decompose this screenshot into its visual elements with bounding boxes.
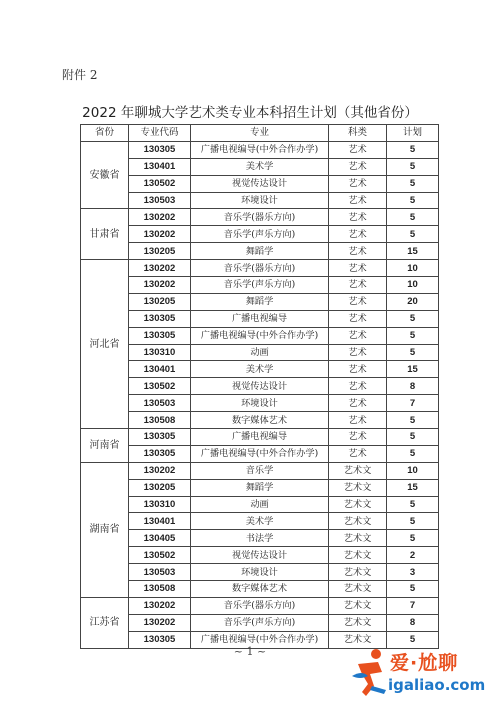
category-cell: 艺术文	[329, 581, 387, 598]
major-code-cell: 130508	[129, 412, 191, 429]
plan-count-cell: 7	[387, 395, 439, 412]
major-name-cell: 舞蹈学	[191, 293, 329, 310]
table-header-row	[81, 125, 439, 142]
category-cell: 艺术	[329, 277, 387, 294]
table-row	[81, 226, 439, 243]
major-code-cell: 130310	[129, 496, 191, 513]
plan-count-cell: 5	[387, 429, 439, 446]
major-code-cell: 130202	[129, 209, 191, 226]
major-code-cell: 130405	[129, 530, 191, 547]
province-cell: 甘肃省	[81, 209, 129, 260]
major-name-cell: 舞蹈学	[191, 479, 329, 496]
plan-count-cell: 5	[387, 209, 439, 226]
plan-count-cell: 5	[387, 344, 439, 361]
major-name-cell: 环境设计	[191, 564, 329, 581]
category-cell: 艺术	[329, 310, 387, 327]
category-cell: 艺术	[329, 429, 387, 446]
plan-count-cell: 7	[387, 597, 439, 614]
plan-count-cell: 8	[387, 614, 439, 631]
table-row	[81, 293, 439, 310]
major-name-cell: 音乐学(声乐方向)	[191, 226, 329, 243]
major-code-cell: 130305	[129, 310, 191, 327]
category-cell: 艺术	[329, 175, 387, 192]
category-cell: 艺术文	[329, 462, 387, 479]
table-row	[81, 158, 439, 175]
table-row	[81, 412, 439, 429]
major-code-cell: 130503	[129, 395, 191, 412]
major-code-cell: 130202	[129, 226, 191, 243]
table-row	[81, 513, 439, 530]
province-cell: 河南省	[81, 429, 129, 463]
major-name-cell: 视觉传达设计	[191, 547, 329, 564]
plan-count-cell: 15	[387, 361, 439, 378]
major-name-cell: 视觉传达设计	[191, 378, 329, 395]
major-name-cell: 广播电视编导(中外合作办学)	[191, 327, 329, 344]
plan-count-cell: 2	[387, 547, 439, 564]
major-name-cell: 美术学	[191, 158, 329, 175]
major-code-cell: 130202	[129, 614, 191, 631]
category-cell: 艺术文	[329, 631, 387, 648]
major-name-cell: 美术学	[191, 513, 329, 530]
category-cell: 艺术	[329, 209, 387, 226]
category-cell: 艺术	[329, 445, 387, 462]
header-province: 省份	[81, 125, 129, 142]
table-row	[81, 175, 439, 192]
site-watermark	[348, 646, 498, 702]
major-code-cell: 130205	[129, 293, 191, 310]
table-row	[81, 597, 439, 614]
province-cell: 江苏省	[81, 597, 129, 648]
plan-count-cell: 5	[387, 226, 439, 243]
watermark-main-text: 爱·尬聊	[390, 652, 459, 674]
major-code-cell: 130305	[129, 631, 191, 648]
plan-count-cell: 15	[387, 479, 439, 496]
province-cell: 河北省	[81, 260, 129, 429]
table-row	[81, 564, 439, 581]
table-row	[81, 260, 439, 277]
category-cell: 艺术	[329, 293, 387, 310]
category-cell: 艺术	[329, 395, 387, 412]
header-major-code: 专业代码	[129, 125, 191, 142]
major-code-cell: 130305	[129, 445, 191, 462]
major-code-cell: 130508	[129, 581, 191, 598]
major-code-cell: 130202	[129, 462, 191, 479]
table-row	[81, 547, 439, 564]
category-cell: 艺术	[329, 243, 387, 260]
major-code-cell: 130202	[129, 260, 191, 277]
major-code-cell: 130205	[129, 479, 191, 496]
major-name-cell: 广播电视编导(中外合作办学)	[191, 141, 329, 158]
annex-label: 附件 2	[62, 68, 98, 82]
document-title: 2022 年聊城大学艺术类专业本科招生计划（其他省份）	[82, 105, 418, 121]
province-cell: 湖南省	[81, 462, 129, 597]
plan-count-cell: 3	[387, 564, 439, 581]
category-cell: 艺术	[329, 378, 387, 395]
major-name-cell: 音乐学(声乐方向)	[191, 614, 329, 631]
header-major: 专业	[191, 125, 329, 142]
plan-count-cell: 5	[387, 192, 439, 209]
major-name-cell: 数字媒体艺术	[191, 581, 329, 598]
category-cell: 艺术	[329, 141, 387, 158]
major-name-cell: 动画	[191, 496, 329, 513]
table-row	[81, 479, 439, 496]
table-row	[81, 243, 439, 260]
plan-count-cell: 20	[387, 293, 439, 310]
category-cell: 艺术	[329, 327, 387, 344]
major-code-cell: 130503	[129, 564, 191, 581]
major-code-cell: 130202	[129, 597, 191, 614]
running-figure-logo-icon	[348, 646, 392, 700]
table-row	[81, 209, 439, 226]
category-cell: 艺术文	[329, 547, 387, 564]
major-name-cell: 舞蹈学	[191, 243, 329, 260]
category-cell: 艺术	[329, 361, 387, 378]
enrollment-plan-table	[80, 124, 439, 649]
plan-count-cell: 10	[387, 277, 439, 294]
table-row	[81, 141, 439, 158]
major-code-cell: 130401	[129, 158, 191, 175]
table-row	[81, 445, 439, 462]
table-row	[81, 327, 439, 344]
major-code-cell: 130305	[129, 141, 191, 158]
major-code-cell: 130502	[129, 378, 191, 395]
category-cell: 艺术文	[329, 597, 387, 614]
category-cell: 艺术	[329, 192, 387, 209]
major-name-cell: 广播电视编导	[191, 429, 329, 446]
plan-count-cell: 5	[387, 631, 439, 648]
major-name-cell: 音乐学(器乐方向)	[191, 260, 329, 277]
category-cell: 艺术文	[329, 479, 387, 496]
category-cell: 艺术文	[329, 496, 387, 513]
major-name-cell: 音乐学	[191, 462, 329, 479]
plan-count-cell: 10	[387, 462, 439, 479]
major-name-cell: 视觉传达设计	[191, 175, 329, 192]
table-row	[81, 581, 439, 598]
category-cell: 艺术文	[329, 530, 387, 547]
plan-count-cell: 10	[387, 260, 439, 277]
major-code-cell: 130401	[129, 361, 191, 378]
major-name-cell: 环境设计	[191, 192, 329, 209]
table-body	[81, 141, 439, 648]
major-name-cell: 音乐学(声乐方向)	[191, 277, 329, 294]
table-row	[81, 344, 439, 361]
major-name-cell: 音乐学(器乐方向)	[191, 597, 329, 614]
table-row	[81, 462, 439, 479]
major-code-cell: 130502	[129, 175, 191, 192]
table-row	[81, 496, 439, 513]
plan-count-cell: 5	[387, 141, 439, 158]
table-row	[81, 378, 439, 395]
plan-count-cell: 5	[387, 327, 439, 344]
table-row	[81, 395, 439, 412]
category-cell: 艺术	[329, 158, 387, 175]
table-row	[81, 310, 439, 327]
header-plan: 计划	[387, 125, 439, 142]
major-name-cell: 广播电视编导	[191, 310, 329, 327]
major-code-cell: 130305	[129, 327, 191, 344]
category-cell: 艺术	[329, 344, 387, 361]
major-name-cell: 美术学	[191, 361, 329, 378]
table-row	[81, 614, 439, 631]
plan-count-cell: 5	[387, 496, 439, 513]
major-name-cell: 广播电视编导(中外合作办学)	[191, 445, 329, 462]
watermark-sub-text: igaliao.com	[388, 676, 486, 694]
table-row	[81, 192, 439, 209]
major-code-cell: 130401	[129, 513, 191, 530]
major-code-cell: 130205	[129, 243, 191, 260]
province-cell: 安徽省	[81, 141, 129, 209]
major-name-cell: 环境设计	[191, 395, 329, 412]
major-name-cell: 书法学	[191, 530, 329, 547]
table-row	[81, 361, 439, 378]
plan-count-cell: 5	[387, 530, 439, 547]
category-cell: 艺术	[329, 260, 387, 277]
plan-count-cell: 5	[387, 310, 439, 327]
major-name-cell: 数字媒体艺术	[191, 412, 329, 429]
major-code-cell: 130310	[129, 344, 191, 361]
major-code-cell: 130305	[129, 429, 191, 446]
major-name-cell: 动画	[191, 344, 329, 361]
plan-count-cell: 5	[387, 513, 439, 530]
major-name-cell: 音乐学(器乐方向)	[191, 209, 329, 226]
category-cell: 艺术文	[329, 614, 387, 631]
plan-count-cell: 8	[387, 378, 439, 395]
major-code-cell: 130503	[129, 192, 191, 209]
category-cell: 艺术	[329, 412, 387, 429]
plan-count-cell: 5	[387, 445, 439, 462]
plan-count-cell: 5	[387, 175, 439, 192]
plan-count-cell: 15	[387, 243, 439, 260]
header-category: 科类	[329, 125, 387, 142]
major-code-cell: 130502	[129, 547, 191, 564]
major-name-cell: 广播电视编导(中外合作办学)	[191, 631, 329, 648]
category-cell: 艺术文	[329, 564, 387, 581]
table-row	[81, 530, 439, 547]
page-number: ~ 1 ~	[233, 645, 267, 658]
category-cell: 艺术文	[329, 513, 387, 530]
table-row	[81, 277, 439, 294]
category-cell: 艺术	[329, 226, 387, 243]
plan-count-cell: 5	[387, 581, 439, 598]
plan-count-cell: 5	[387, 158, 439, 175]
major-code-cell: 130202	[129, 277, 191, 294]
table-row	[81, 429, 439, 446]
plan-count-cell: 5	[387, 412, 439, 429]
